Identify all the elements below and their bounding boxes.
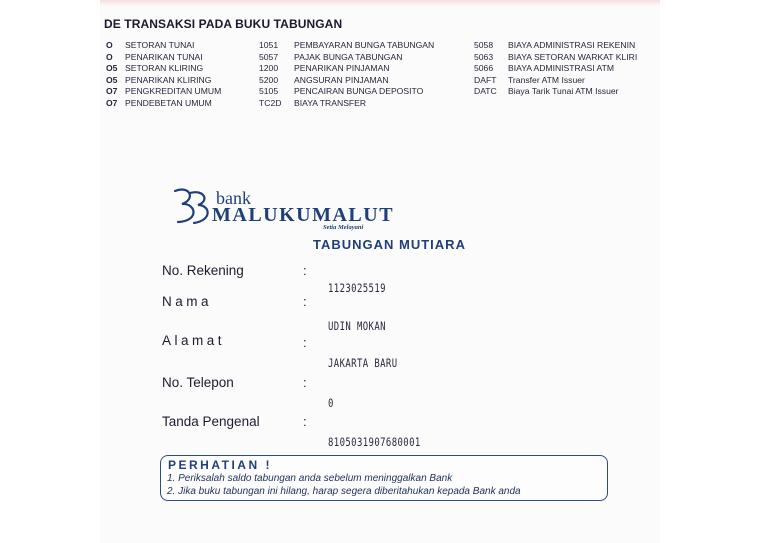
- code-row: DATC Biaya Tarik Tunai ATM Issuer: [474, 86, 619, 97]
- transaction-codes-header: DE TRANSAKSI PADA BUKU TABUNGAN: [104, 17, 343, 31]
- field-colon: :: [303, 375, 307, 390]
- field-label-address: Alamat: [162, 333, 226, 348]
- field-colon: :: [303, 263, 307, 278]
- code-row: O5 SETORAN KLIRING: [106, 63, 204, 74]
- field-value-address: JAKARTA BARU: [328, 356, 398, 370]
- notice-title: PERHATIAN !: [168, 458, 272, 472]
- field-value-id-card: 8105031907680001: [328, 435, 421, 449]
- field-label-account-number: No. Rekening: [162, 263, 244, 278]
- code-row: 5058 BIAYA ADMINISTRASI REKENIN: [474, 40, 636, 50]
- codes-column-3: [474, 40, 637, 98]
- codes-column-1: [106, 40, 221, 110]
- field-colon: :: [303, 414, 307, 429]
- code-row: 1200 PENARIKAN PINJAMAN: [259, 63, 390, 74]
- code-row: DAFT Transfer ATM Issuer: [474, 74, 585, 85]
- product-title: TABUNGAN MUTIARA: [313, 237, 466, 252]
- code-row: O5 PENARIKAN KLIRING: [106, 74, 212, 85]
- code-row: O7 PENDEBETAN UMUM: [106, 97, 212, 108]
- attention-notice: [160, 455, 608, 501]
- top-strip: [100, 0, 660, 6]
- field-label-phone: No. Telepon: [162, 375, 234, 390]
- logo-brand-name: MALUKUMALUT: [212, 204, 395, 226]
- field-colon: :: [303, 294, 307, 309]
- codes-column-2: [259, 40, 434, 110]
- code-row: O7 PENGKREDITAN UMUM: [106, 86, 222, 97]
- code-row: 5057 PAJAK BUNGA TABUNGAN: [259, 51, 403, 62]
- code-row: 5105 PENCAIRAN BUNGA DEPOSITO: [259, 86, 424, 97]
- field-value-name: UDIN MOKAN: [328, 319, 386, 333]
- field-value-account-number: 1123025519: [328, 281, 386, 295]
- code-row: 5066 BIAYA ADMINISTRASI ATM: [474, 63, 615, 74]
- field-label-name: Nama: [162, 294, 213, 309]
- logo-swirl-icon: [170, 185, 218, 227]
- field-label-id-card: Tanda Pengenal: [162, 414, 260, 429]
- code-row: O PENARIKAN TUNAI: [106, 51, 203, 62]
- code-row: 5063 BIAYA SETORAN WARKAT KLIRI: [474, 51, 638, 62]
- field-value-phone: 0: [328, 396, 334, 410]
- code-row: 5200 ANGSURAN PINJAMAN: [259, 74, 389, 85]
- bank-logo: [170, 185, 395, 235]
- code-row: 1051 PEMBAYARAN BUNGA TABUNGAN: [259, 40, 435, 50]
- logo-bank-word: bank: [216, 188, 251, 208]
- notice-line-2: 2. Jika buku tabungan ini hilang, harap segera diberitahukan kepada Bank anda: [167, 486, 521, 497]
- code-row: O SETORAN TUNAI: [106, 40, 195, 50]
- field-colon: :: [303, 335, 307, 350]
- logo-tagline: Setia Melayani: [323, 224, 364, 231]
- notice-line-1: 1. Periksalah saldo tabungan anda sebelum meninggalkan Bank: [167, 473, 453, 484]
- code-row: TC2D BIAYA TRANSFER: [259, 97, 367, 108]
